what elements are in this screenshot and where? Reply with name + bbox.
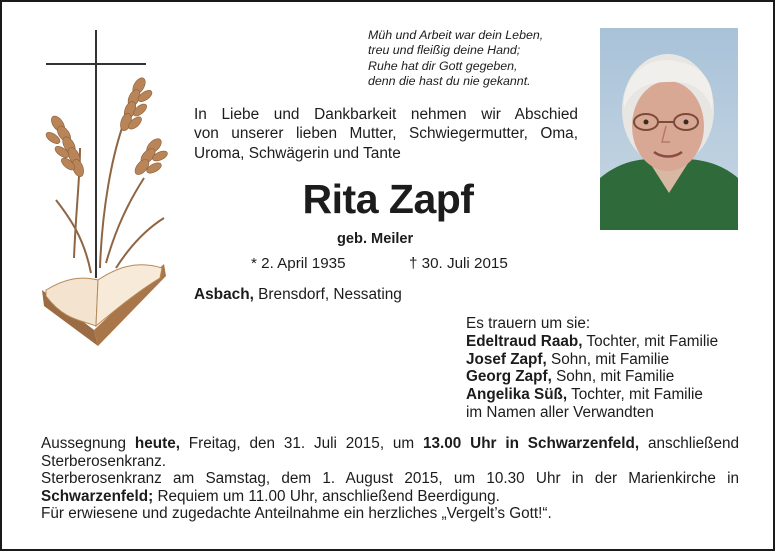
poem-line: denn die hast du nie gekannt. <box>368 74 531 89</box>
deceased-name: Rita Zapf <box>302 176 474 222</box>
service-text: Aussegnung <box>41 435 135 452</box>
service-emphasis: heute, <box>134 435 180 452</box>
maiden-name: geb. Meiler <box>337 231 414 247</box>
wheat-icon <box>44 76 169 273</box>
service-line: Sterberosenkranz. <box>41 452 166 470</box>
mourner-relation: Tochter, mit Familie <box>582 332 719 350</box>
service-emphasis: 13.00 Uhr in Schwarzenfeld, <box>423 435 640 452</box>
farewell-text <box>194 105 578 163</box>
thanks-line: Für erwiesene und zugedachte Anteilnahme ein herzliches „Vergelt’s Gott!“. <box>41 505 552 523</box>
service-text: anschließend <box>639 435 739 452</box>
death-date: † 30. Juli 2015 <box>409 255 508 272</box>
service-line: Sterberosenkranz am Samstag, dem 1. August 2015, um 10.30 Uhr in der Marienkirche in <box>41 470 739 488</box>
service-emphasis: Schwarzenfeld; <box>41 487 154 505</box>
hometown-list <box>194 286 402 304</box>
portrait-photo <box>600 28 738 230</box>
service-text: Freitag, den 31. Juli 2015, um <box>179 435 424 452</box>
hometown-others: Brensdorf, Nessating <box>253 286 402 303</box>
mourner-relation: Tochter, mit Familie <box>567 386 703 404</box>
service-line <box>41 435 739 453</box>
mourners-closing: im Namen aller Verwandten <box>466 403 654 421</box>
service-details <box>41 435 739 523</box>
mourner-relation: Sohn, mit Familie <box>546 350 670 368</box>
service-text: Requiem um 11.00 Uhr, anschließend Beerdigung. <box>153 487 500 505</box>
mourner-entry <box>466 368 756 386</box>
farewell-line: von unserer lieben Mutter, Schwiegermutter, Oma, <box>194 125 578 143</box>
mourner-name: Georg Zapf, <box>466 368 552 386</box>
mourner-entry <box>466 386 756 404</box>
book-icon <box>42 264 166 346</box>
cross-wheat-book-icon <box>36 28 176 350</box>
mourners-list <box>466 315 756 422</box>
mourner-entry <box>466 351 756 369</box>
farewell-line: Uroma, Schwägerin und Tante <box>194 144 401 162</box>
poem-line: treu und fleißig deine Hand; <box>368 43 521 58</box>
mourner-entry <box>466 333 756 351</box>
mourner-relation: Sohn, mit Familie <box>551 368 675 386</box>
hometown-main: Asbach, <box>194 286 254 303</box>
service-line <box>41 488 739 506</box>
farewell-line: In Liebe und Dankbarkeit nehmen wir Abschied <box>194 106 578 123</box>
poem-line: Ruhe hat dir Gott gegeben, <box>368 58 518 73</box>
poem <box>368 28 598 90</box>
mourner-name: Angelika Süß, <box>466 386 568 404</box>
poem-line: Müh und Arbeit war dein Leben, <box>368 28 544 42</box>
mourner-name: Edeltraud Raab, <box>466 332 583 350</box>
mourner-name: Josef Zapf, <box>466 350 547 368</box>
mourners-heading: Es trauern um sie: <box>466 315 591 332</box>
birth-date: * 2. April 1935 <box>251 255 346 272</box>
